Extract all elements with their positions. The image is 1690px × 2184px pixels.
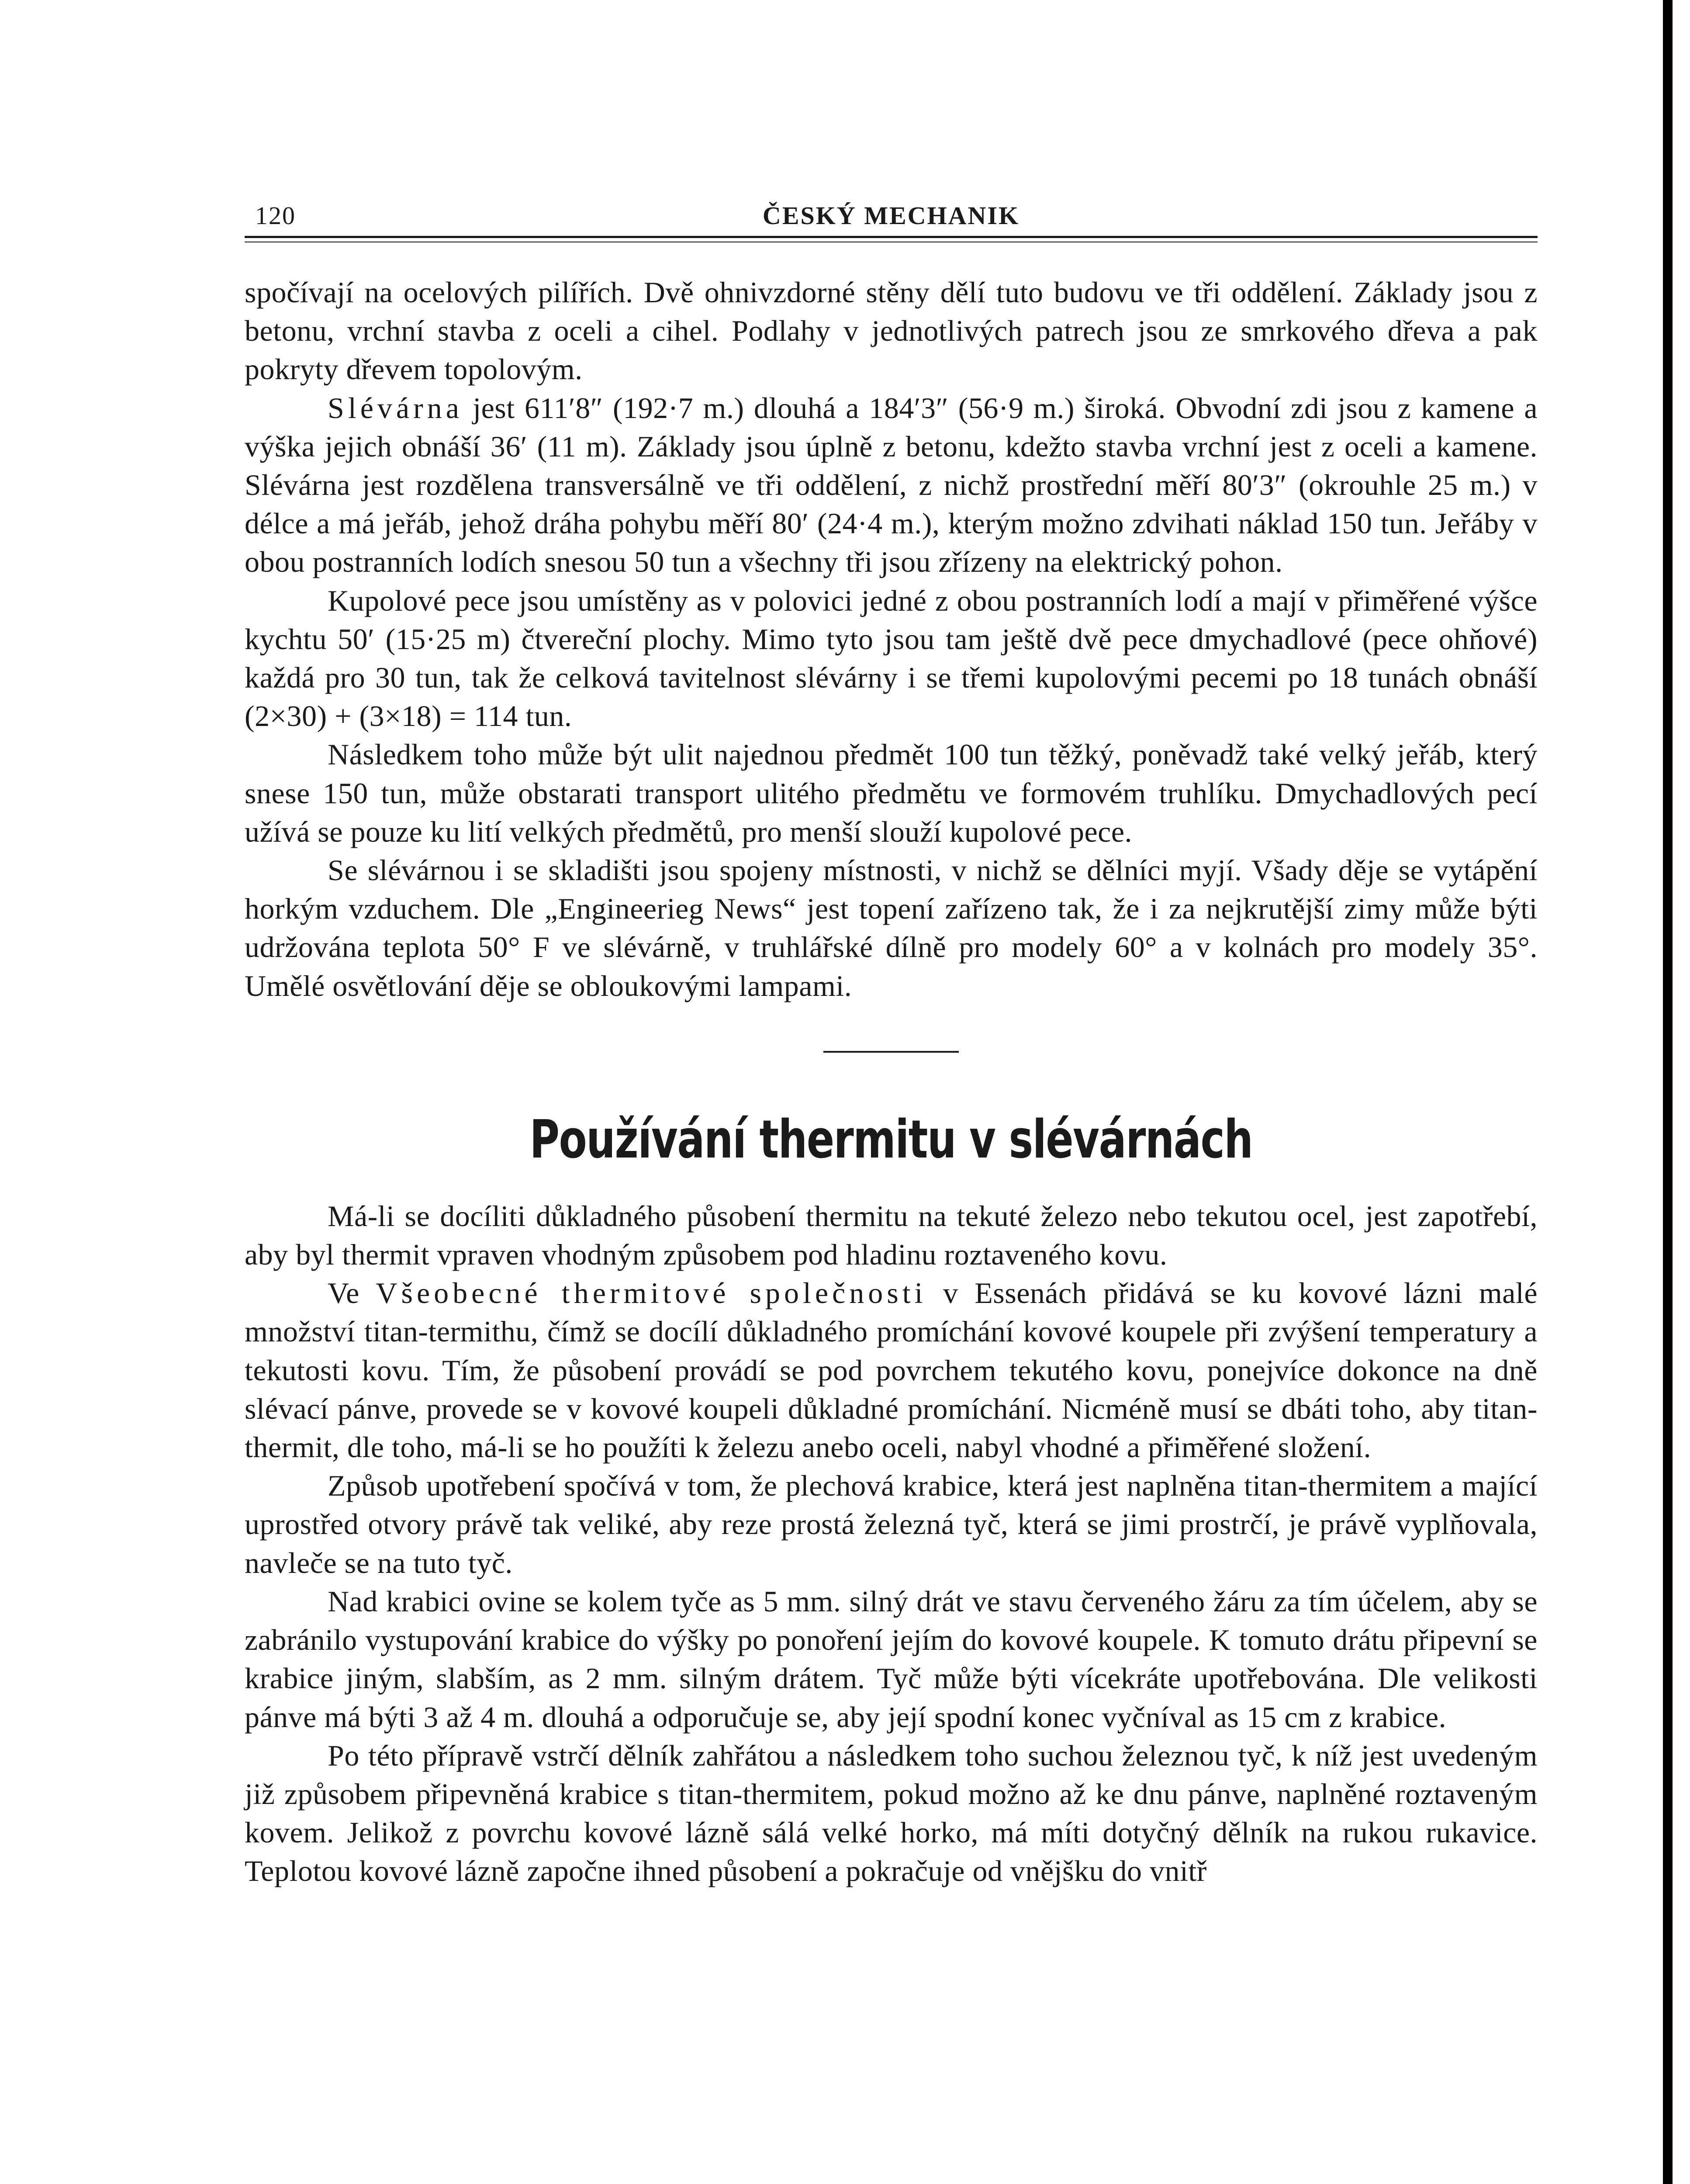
paragraph: Po této přípravě vstrčí dělník zahřátou a následkem toho suchou železnou tyč, k níž jest uvedeným již způsobem připevněná krabice s titan-thermitem, pokud možno až ke dnu pánve, naplněné roztaveným kovem. Jelikož z povrchu kovové lázně sálá velké horko, má míti dotyčný dělník na rukou rukavice. Teplotou kovové lázně započne ihned působení a pokračuje od vnějšku do vnitř [245,1738,1538,1888]
paragraph-rest: jest 611′8″ (192·7 m.) dlouhá a 184′3″ (56·9 m.) široká. Obvodní zdi jsou z kamene a výška jejich obnáší 36′ (11 m). Základy jsou úplně z betonu, kdežto stavba vrchní jest z oceli a kamene. Slévárna jest rozdělena transversálně ve tři oddělení, z nichž prostřední měří 80′3″ (okrouhle 25 m.) v délce a má jeřáb, jehož dráha pohybu měří 80′ (24·4 m.), kterým možno zdvihati náklad 150 tun. Jeřáby v obou postranních lodích snesou 50 tun a všechny tři jsou zřízeny na elektrický pohon. [245,391,1538,579]
paragraph-start: Ve [328,1276,376,1310]
running-title: ČESKÝ MECHANIK [762,201,1020,230]
paragraph-slevarna [245,389,1538,581]
section-divider [823,1051,959,1053]
page-number: 120 [255,201,296,230]
paragraph-company [245,1274,1538,1466]
article-continued [245,273,1538,1005]
paragraph: Má-li se docíliti důkladného působení thermitu na tekuté železo nebo tekutou ocel, jest zapotřebí, aby byl thermit vpraven vhodným způsobem pod hladinu roztaveného kovu. [245,1199,1538,1272]
paragraph: Se slévárnou i se skladišti jsou spojeny místnosti, v nichž se dělníci myjí. Všady děje se vytápění horkým vzduchem. Dle „Engineerieg News“ jest topení zařízeno tak, že i za nejkrutější zimy může býti udržována teplota 50° F ve slévárně, v truhlářské dílně pro modely 60° a v kolnách pro modely 35°. Umělé osvětlování děje se obloukovými lampami. [245,854,1538,1002]
paragraph: spočívají na ocelových pilířích. Dvě ohnivzdorné stěny dělí tuto budovu ve tři oddělení. Základy jsou z betonu, vrchní stavba z oceli a cihel. Podlahy v jednotlivých patrech jsou ze smrkového dřeva a pak pokryty dřevem topolovým. [245,276,1538,386]
paragraph: Následkem toho může být ulit najednou předmět 100 tun těžký, poněvadž také velký jeřáb, který snese 150 tun, může obstarati transport ulitého předmětu ve formovém truhlíku. Dmychadlových pecí užívá se pouze ku lití velkých předmětů, pro menší slouží kupolové pece. [245,738,1538,848]
running-header [245,188,1538,230]
section-title: Používání thermitu v slévárnách [529,1109,1253,1170]
paragraph-rest: v Essenách přidává se ku kovové lázni malé množství titan-termithu, čímž se docílí důkladného promíchání kovové koupele při zvýšení temperatury a tekutosti kovu. Tím, že působení provádí se pod povrchem tekutého kovu, ponejvíce dokonce na dně slévací pánve, provede se v kovové koupeli důkladné promíchání. Nicméně musí se dbáti toho, aby titan-thermit, dle toho, má-li se ho použíti k železu anebo oceli, nabyl vhodné a přiměřené složení. [245,1276,1538,1464]
paragraph: Nad krabici ovine se kolem tyče as 5 mm. silný drát ve stavu červeného žáru za tím účelem, aby se zabránilo vystupování krabice do výšky po ponoření jejím do kovové koupele. K tomuto drátu připevní se krabice jiným, slabším, as 2 mm. silným drátem. Tyč může býti vícekráte upotřebována. Dle velikosti pánve má býti 3 až 4 m. dlouhá a odporučuje se, aby její spodní konec vyčníval as 15 cm z krabice. [245,1584,1538,1734]
emphasis-spaced: Slévárna [328,391,463,425]
paragraph: Kupolové pece jsou umístěny as v polovici jedné z obou postranních lodí a mají v přiměřené výšce kychtu 50′ (15·25 m) čtvereční plochy. Mimo tyto jsou tam ještě dvě pece dmychadlové (pece ohňové) každá pro 30 tun, tak že celková tavitelnost slévárny i se třemi kupolovými pecemi po 18 tunách obnáší (2×30) + (3×18) = 114 tun. [245,584,1538,733]
page [245,188,1538,1890]
section-body [245,1197,1538,1890]
emphasis-spaced: Všeobecné thermitové společnosti [376,1276,927,1310]
paragraph: Způsob upotřebení spočívá v tom, že plechová krabice, která jest naplněna titan-thermitem a mající uprostřed otvory právě tak veliké, aby reze prostá železná tyč, která se jimi prostrčí, je právě vyplňovala, navleče se na tuto tyč. [245,1469,1538,1579]
header-double-rule [245,236,1538,242]
scan-edge-right [1663,17,1673,2184]
